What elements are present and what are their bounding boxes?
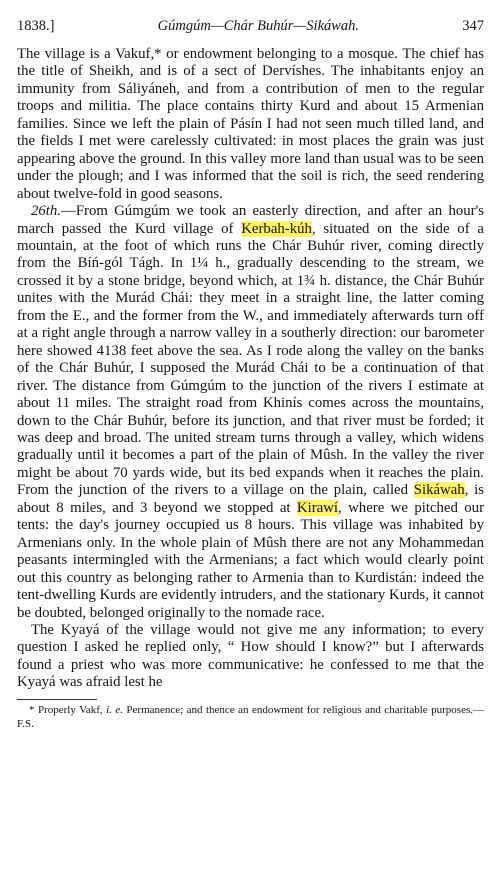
paragraph <box>17 622 484 692</box>
footnote-rule <box>17 699 97 700</box>
text-run: Permanence; and thence an endowment for religious and charitable purposes.—F.S. <box>17 703 484 730</box>
header-year: 1838.] <box>17 18 55 34</box>
highlighted-place-name: Kirawí <box>296 499 339 516</box>
highlighted-place-name: Sikáwah <box>413 482 465 499</box>
highlighted-place-name: Kerbah-kúh <box>241 220 312 237</box>
running-head <box>17 18 484 38</box>
text-run: , where we pitched our tents: the day's journey occupied us 8 hours. This village was inhabited by Armenians only. In the whole plain of Mûsh there are not any Mohammedan peasants intermingled with the Armenians; a fact which would clearly point out this country as belonging rather to Armenia than to Kurdistán: indeed the tent-dwelling Kurds are evidently intruders, and the stationary Kurds, it cannot be doubted, belonged originally to the nomade race. <box>17 499 484 621</box>
text-run: , is about 8 miles, and 3 beyond we stopped at <box>17 482 484 516</box>
paragraph <box>17 203 484 622</box>
text-run: * Properly Vakf, <box>29 703 107 716</box>
footnote <box>17 703 484 731</box>
text-run: The village is a Vakuf,* or endowment belonging to a mosque. The chief has the title of Sheikh, and is of a sect of Dervíshes. The inhabitants enjoy an immunity from Sáliyáneh, and from a contribution of men to the regular troops and militia. The place contains thirty Kurd and about 15 Armenian families. Since we left the plain of Pásín I had not seen much tilled land, and the fields I met were carelessly cultivated: in most places the grain was just appearing above the ground. In this valley more land than usual was to be seen under the plough; and I was informed that the soil is rich, the seed rendering about twelve-fold in good seasons. <box>17 46 484 202</box>
page-number: 347 <box>462 18 484 34</box>
text-run: , situated on the side of a mountain, at the foot of which runs the Chár Buhúr river, coming directly from the Bíń-gól Tágh. In 1¼ h., gradually descending to the stream, we crossed it by a stone bridge, beyond which, at 1¾ h. distance, the Chár Buhúr unites with the Murád Chái: they meet in a straight line, the latter coming from the E., and the former from the W., and immediately afterwards turn off at a right angle through a narrow valley in a southerly direction: our barometer here showed 4138 feet above the sea. As I rode along the valley on the banks of the Chár Buhúr, I supposed the Murád Chái to be a continuation of that river. The distance from Gúmgúm to the junction of the rivers I estimate at about 11 miles. The straight road from Khinís comes across the mountains, down to the Chár Buhúr, before its junction, and that river must be forded; it was deep and broad. The united stream turns through a valley, which widens gradually until it becomes a part of the plain of Mûsh. In the valley the river might be about 70 yards wide, but its bed expands when it reaches the plain. From the junction of the rivers to a village on the plain, called <box>17 220 484 499</box>
text-run: The Kyayá of the village would not give me any information; to every question I asked he replied only, “ How should I know?” but I afterwards found a priest who was more communicative: he confessed to me that the Kyayá was afraid lest he <box>17 621 484 691</box>
italic-text: i. e. <box>106 703 123 716</box>
running-title: Gúmgúm—Chár Buhúr—Sikáwah. <box>157 18 360 34</box>
body-text <box>17 46 484 692</box>
paragraph <box>17 46 484 203</box>
text-run: —From Gúmgúm we took an easterly direction, and after an hour's march passed the Kurd village of <box>17 203 484 237</box>
italic-text: 26th. <box>31 203 62 220</box>
